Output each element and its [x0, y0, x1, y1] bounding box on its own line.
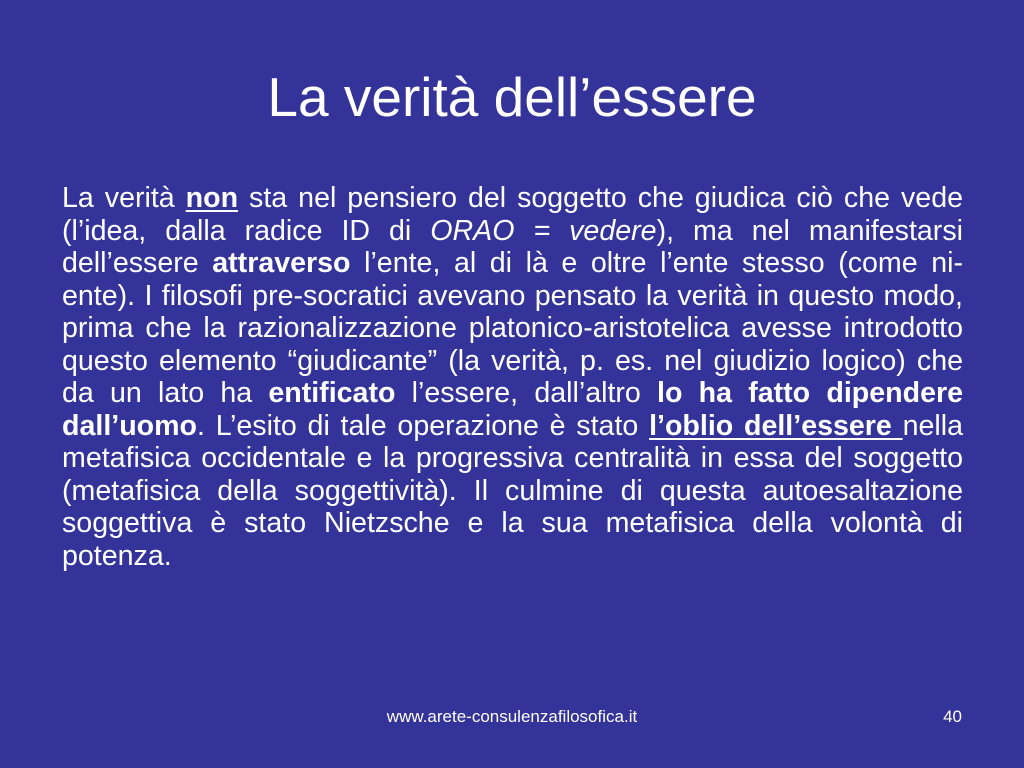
text-span: l’ente, al di là e oltre l’ente stesso (come ni-ente). I filosofi pre-socratici avevano pensato la verità in questo modo, prima che la razionalizzazione platonico-aristotelica avesse introdotto questo elemento “giudicante” (la verità, p. es. nel giudizio logico) che da un lato ha: [62, 247, 963, 409]
text-span: l’essere, dall’altro: [395, 377, 658, 409]
slide-title: La verità dell’essere: [267, 66, 757, 128]
text-span: nella metafisica occidentale e la progressiva centralità in essa del soggetto (metafisica della soggettività). Il culmine di questa autoesaltazione soggettiva è stato Nietzsche e la sua metafisica della volontà di potenza.: [62, 409, 964, 572]
emphasis-dipendere: lo ha fatto dipendere dall’uomo: [62, 377, 963, 442]
text-span: sta nel pensiero del soggetto che giudica ciò che vede (l’idea, dalla radice ID di: [62, 182, 963, 247]
emphasis-oblio: l’oblio dell’essere: [649, 409, 903, 442]
emphasis-entificato: entificato: [268, 377, 396, 409]
slide-body-paragraph: [62, 182, 963, 572]
emphasis-non: non: [185, 182, 239, 214]
text-span: La verità: [62, 182, 186, 214]
emphasis-orao: ORAO = vedere: [430, 214, 657, 247]
text-span: ), ma nel manifestarsi dell’essere: [62, 214, 963, 279]
footer-url: www.arete-consulenzafilosofica.it: [386, 707, 638, 726]
text-span: . L’esito di tale operazione è stato: [197, 409, 650, 442]
page-number: 40: [943, 707, 962, 726]
emphasis-attraverso: attraverso: [212, 247, 351, 279]
